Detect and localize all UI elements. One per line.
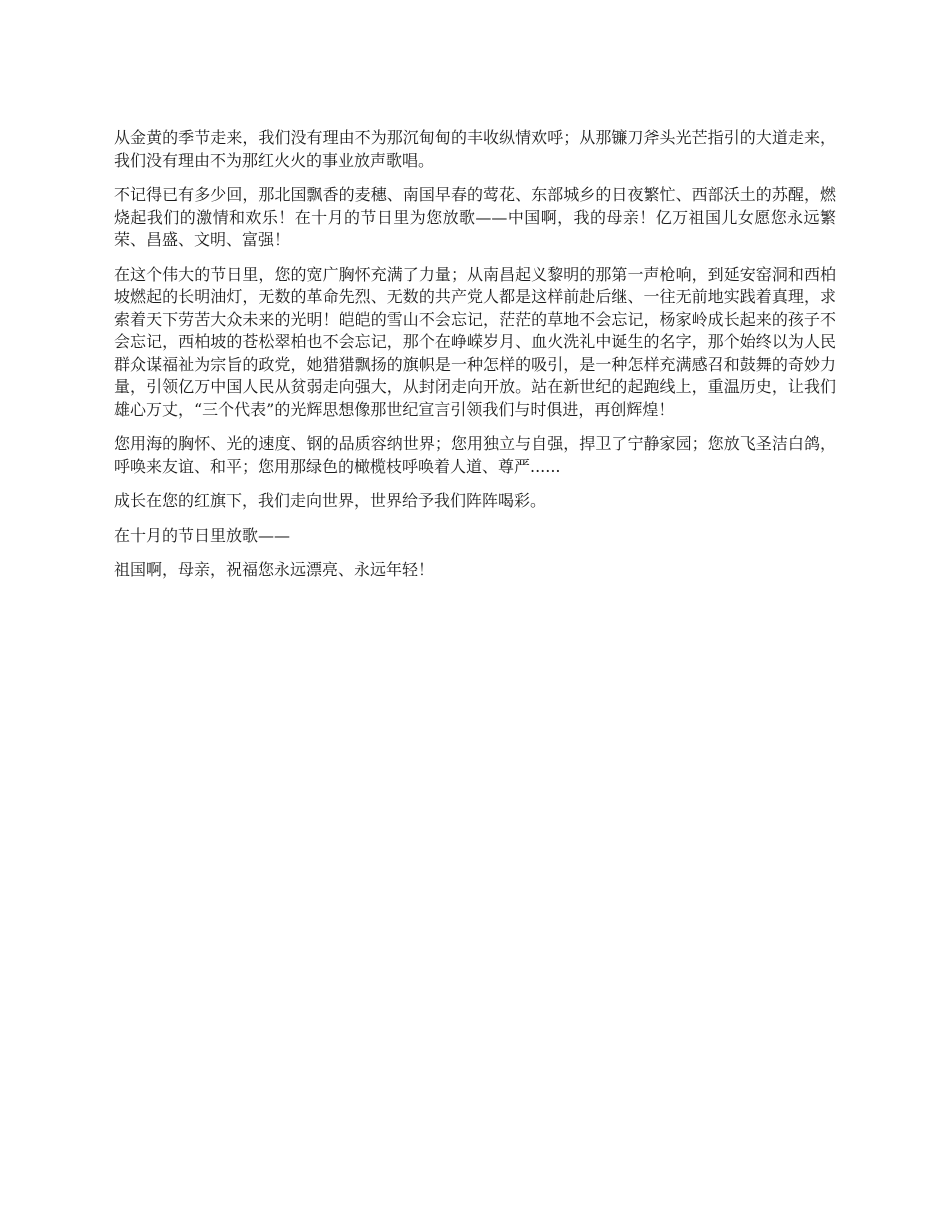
document-body <box>114 127 836 594</box>
paragraph-1: 从金黄的季节走来，我们没有理由不为那沉甸甸的丰收纵情欢呼；从那镰刀斧头光芒指引的大道走来，我们没有理由不为那红火火的事业放声歌唱。 <box>114 128 836 170</box>
paragraph-2: 不记得已有多少回，那北国飘香的麦穗、南国早春的莺花、东部城乡的日夜繁忙、西部沃土的苏醒，燃烧起我们的激情和欢乐！在十月的节日里为您放歌——中国啊，我的母亲！亿万祖国儿女愿您永远繁荣、昌盛、文明、富强！ <box>114 185 836 249</box>
paragraph-5: 成长在您的红旗下，我们走向世界，世界给予我们阵阵喝彩。 <box>114 491 547 510</box>
paragraph-3: 在这个伟大的节日里，您的宽广胸怀充满了力量；从南昌起义黎明的那第一声枪响，到延安窑洞和西柏坡燃起的长明油灯，无数的革命先烈、无数的共产党人都是这样前赴后继、一往无前地实践着真理，求索着天下劳苦大众未来的光明！皑皑的雪山不会忘记，茫茫的草地不会忘记，杨家岭成长起来的孩子不会忘记，西柏坡的苍松翠柏也不会忘记，那个在峥嵘岁月、血火洗礼中诞生的名字，那个始终以为人民群众谋福祉为宗旨的政党，她猎猎飘扬的旗帜是一种怎样的吸引，是一种怎样充满感召和鼓舞的奇妙力量，引领亿万中国人民从贫弱走向强大，从封闭走向开放。站在新世纪的起跑线上，重温历史，让我们雄心万丈，“三个代表”的光辉思想像那世纪宣言引领我们与时俱进，再创辉煌！ <box>114 264 836 419</box>
paragraph-4: 您用海的胸怀、光的速度、钢的品质容纳世界；您用独立与自强，捍卫了宁静家园；您放飞圣洁白鸽，呼唤来友谊、和平；您用那绿色的橄榄枝呼唤着人道、尊严...... <box>114 434 836 476</box>
paragraph-6: 在十月的节日里放歌—— <box>114 525 291 545</box>
paragraph-7: 祖国啊，母亲，祝福您永远漂亮、永远年轻！ <box>114 560 435 579</box>
